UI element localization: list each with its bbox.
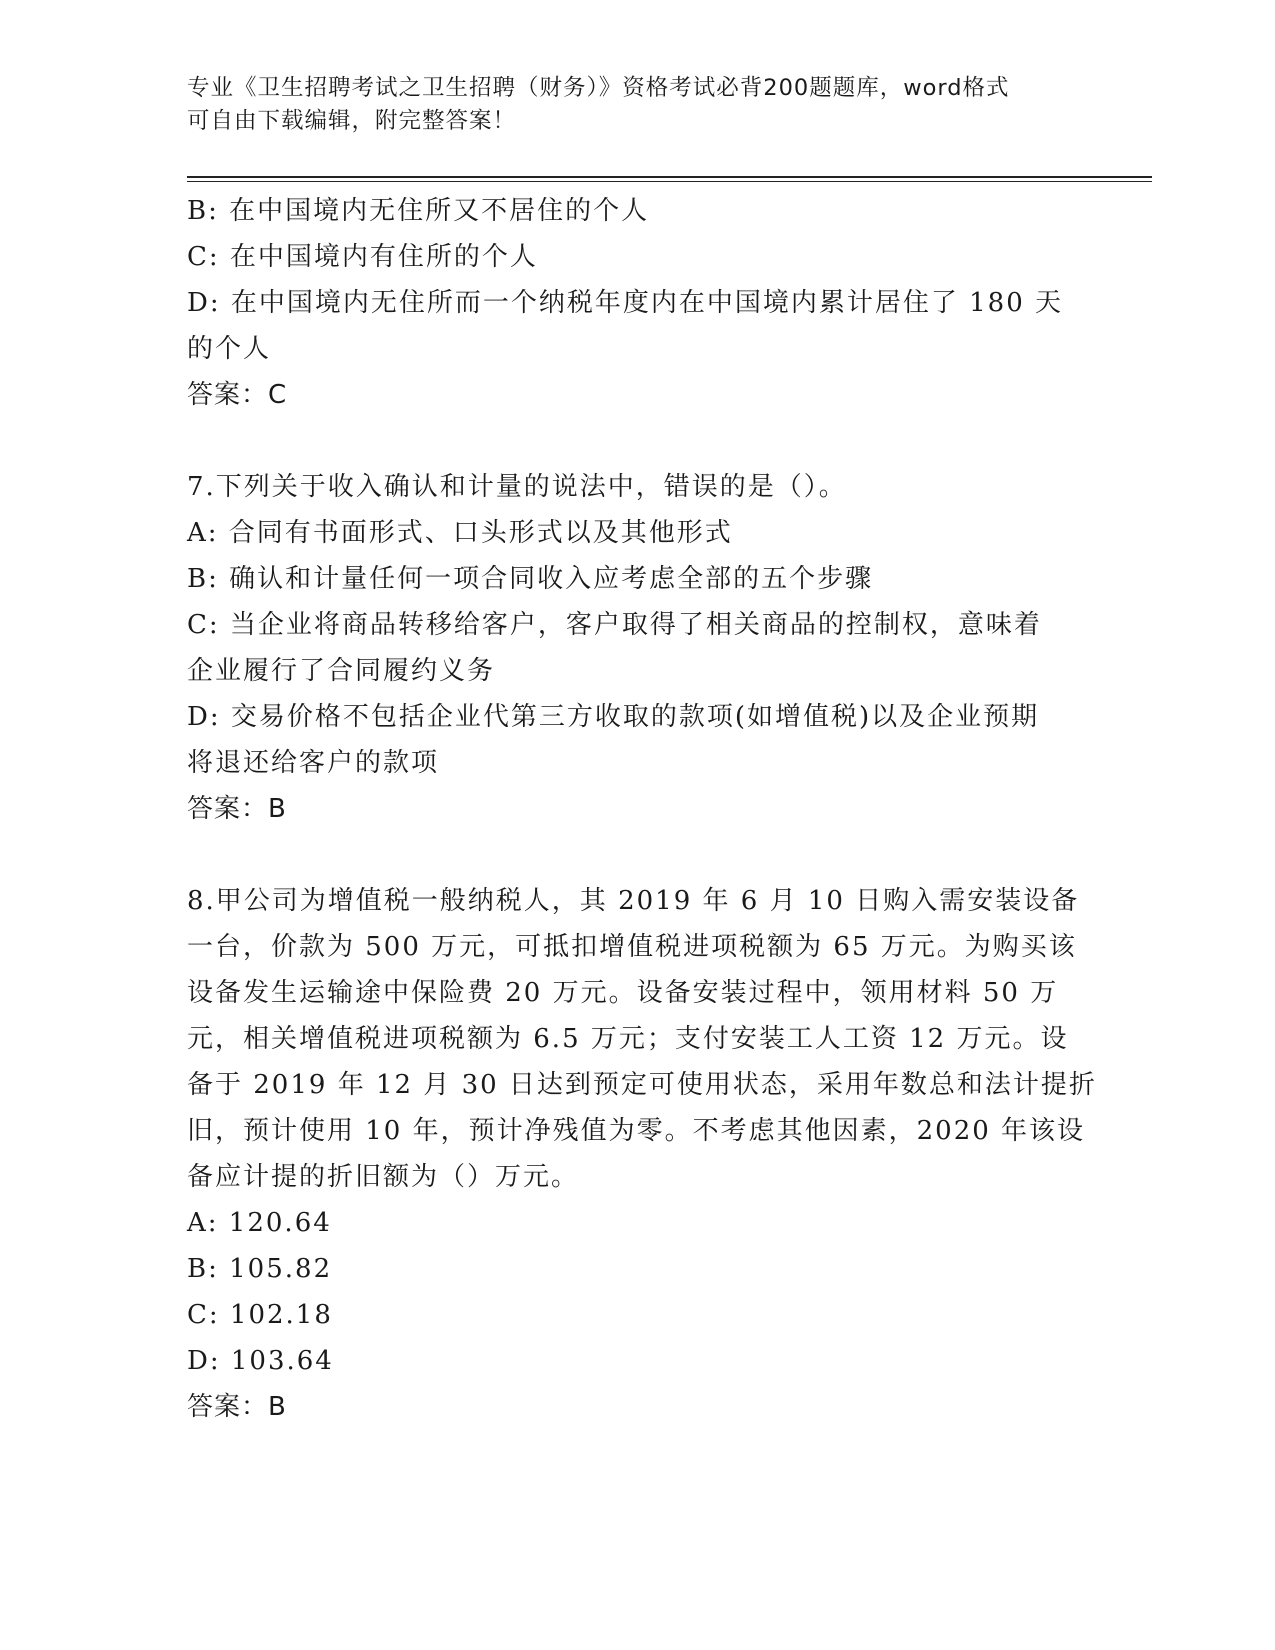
spacer: [187, 418, 1087, 464]
q8-stem-line-4: 元，相关增值税进项税额为 6.5 万元；支付安装工人工资 12 万元。设: [187, 1024, 1069, 1054]
q6-option-d-line-2: 的个人: [187, 334, 272, 364]
q7-option-c-line-2: 企业履行了合同履约义务: [187, 656, 496, 686]
q8-answer: 答案：B: [187, 1392, 287, 1422]
q7-option-d-line-2: 将退还给客户的款项: [187, 748, 440, 778]
header-line-1: 专业《卫生招聘考试之卫生招聘（财务）》资格考试必背200题题库，word格式: [187, 75, 1010, 101]
q6-answer: 答案：C: [187, 380, 288, 410]
q8-option-b: B: 105.82: [187, 1254, 333, 1284]
q7-option-c-line-1: C: 当企业将商品转移给客户，客户取得了相关商品的控制权，意味着: [187, 610, 1042, 640]
q7-stem: 7.下列关于收入确认和计量的说法中，错误的是（）。: [187, 472, 847, 502]
header-line-2: 可自由下载编辑，附完整答案！: [187, 108, 517, 134]
document-header: [187, 72, 1087, 138]
q8-stem-line-5: 备于 2019 年 12 月 30 日达到预定可使用状态，采用年数总和法计提折: [187, 1070, 1097, 1100]
q8-stem-line-2: 一台，价款为 500 万元，可抵扣增值税进项税额为 65 万元。为购买该: [187, 932, 1077, 962]
q6-option-c: C: 在中国境内有住所的个人: [187, 242, 538, 272]
q7-option-b: B: 确认和计量任何一项合同收入应考虑全部的五个步骤: [187, 564, 874, 594]
spacer: [187, 832, 1087, 878]
q7-answer: 答案：B: [187, 794, 287, 824]
q8-option-a: A: 120.64: [187, 1208, 332, 1238]
q8-stem-line-6: 旧，预计使用 10 年，预计净残值为零。不考虑其他因素，2020 年该设: [187, 1116, 1086, 1146]
header-rule-thin: [187, 181, 1152, 182]
header-rule-thick: [187, 176, 1152, 178]
q7-option-a: A: 合同有书面形式、口头形式以及其他形式: [187, 518, 733, 548]
q8-stem-line-7: 备应计提的折旧额为（）万元。: [187, 1162, 580, 1192]
document-body: [187, 188, 1097, 1430]
q8-option-c: C: 102.18: [187, 1300, 333, 1330]
q8-stem-line-1: 8.甲公司为增值税一般纳税人，其 2019 年 6 月 10 日购入需安装设备: [187, 886, 1080, 916]
q6-option-b: B: 在中国境内无住所又不居住的个人: [187, 196, 650, 226]
q8-option-d: D: 103.64: [187, 1346, 334, 1376]
q6-option-d-line-1: D: 在中国境内无住所而一个纳税年度内在中国境内累计居住了 180 天: [187, 288, 1064, 318]
q8-stem-line-3: 设备发生运输途中保险费 20 万元。设备安装过程中，领用材料 50 万: [187, 978, 1059, 1008]
q7-option-d-line-1: D: 交易价格不包括企业代第三方收取的款项(如增值税)以及企业预期: [187, 702, 1040, 732]
